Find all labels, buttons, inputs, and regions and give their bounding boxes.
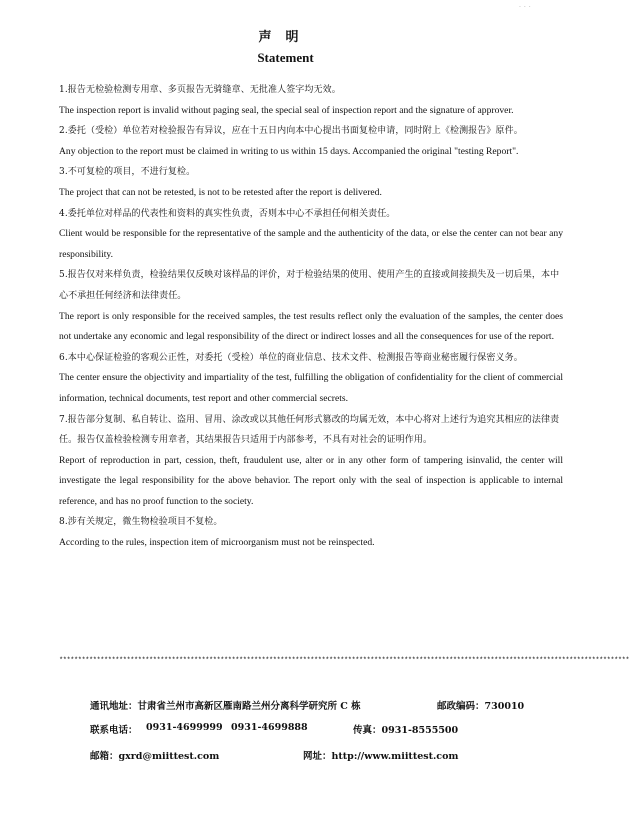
item-6-en: The center ensure the objectivity and impartiality of the test, fulfilling the obligation of confidentiality for the client of commercial information, technical documents, test report and other commercial secrets. — [59, 372, 563, 404]
item-5-en: The report is only responsible for the received samples, the test results reflect only the evaluation of the samples, the center does not undertake any economic and legal responsibility of the direct or indirect losses and all the consequences for use of the report. — [59, 310, 563, 343]
item-2-cn: 2.委托（受检）单位若对检验报告有异议，应在十五日内向本中心提出书面复检申请，同时附上《检测报告》原件。 — [59, 126, 523, 137]
divider-stars: ******************************************************************************************************************************************************** — [59, 657, 629, 665]
item-6-cn: 6.本中心保证检验的客观公正性，对委托（受检）单位的商业信息、技术文件、检测报告等商业秘密履行保密义务。 — [59, 352, 523, 363]
item-5-cn: 5.报告仅对来样负责，检验结果仅反映对该样品的评价，对于检验结果的使用、使用产生的直接或间接损失及一切后果，本中心不承担任何经济和法律责任。 — [59, 270, 560, 301]
fax: 传真：0931-8555500 — [353, 725, 459, 736]
phone-2: 0931-4699888 — [231, 722, 308, 733]
item-7-en: Report of reproduction in part, cession, theft, fraudulent use, alter or in any other form of tampering isinvalid, the center will investigate the legal responsibility for the above behavior. The report only with the seal of inspection is applicable to internal reference, and has no proof function to the society. — [59, 454, 563, 507]
website: 网址：http://www.miittest.com — [303, 751, 459, 762]
item-7-cn: 7.报告部分复制、私自转让、盗用、冒用、涂改或以其他任何形式篡改的均属无效，本中心将对上述行为追究其相应的法律责任。报告仅盖检验检测专用章者，其结果报告只适用于内部参考，不具有对社会的证明作用。 — [59, 414, 560, 446]
scan-mark: · · · — [518, 2, 531, 11]
phone-label: 联系电话： — [90, 725, 138, 736]
item-1-en: The inspection report is invalid without paging seal, the special seal of inspection report and the signature of approver. — [59, 104, 514, 116]
item-4-en: Client would be responsible for the representative of the sample and the authenticity of the data, or else the center can not bear any responsibility. — [59, 228, 563, 260]
item-1-cn: 1.报告无检验检测专用章、多页报告无骑缝章、无批准人签字均无效。 — [59, 85, 341, 95]
title-chinese: 声明 — [258, 30, 313, 45]
item-4-cn: 4.委托单位对样品的代表性和资料的真实性负责，否则本中心不承担任何相关责任。 — [59, 208, 396, 219]
email: 邮箱：gxrd@miittest.com — [90, 751, 220, 762]
phone-1: 0931-4699999 — [146, 722, 223, 733]
postcode: 邮政编码：730010 — [437, 701, 525, 712]
statement-body — [59, 80, 563, 554]
item-2-en: Any objection to the report must be claimed in writing to us within 15 days. Accompanied the original "testing Report". — [59, 145, 519, 157]
item-8-en: According to the rules, inspection item of microorganism must not be reinspected. — [59, 537, 375, 549]
item-3-cn: 3.不可复检的项目，不进行复检。 — [59, 167, 196, 178]
item-3-en: The project that can not be retested, is not to be retested after the report is delivered. — [59, 186, 382, 198]
address: 通讯地址：甘肃省兰州市高新区雁南路兰州分离科学研究所 C 栋 — [90, 701, 361, 712]
title-english: Statement — [257, 50, 314, 65]
item-8-cn: 8.涉有关规定，微生物检验项目不复检。 — [59, 517, 223, 528]
